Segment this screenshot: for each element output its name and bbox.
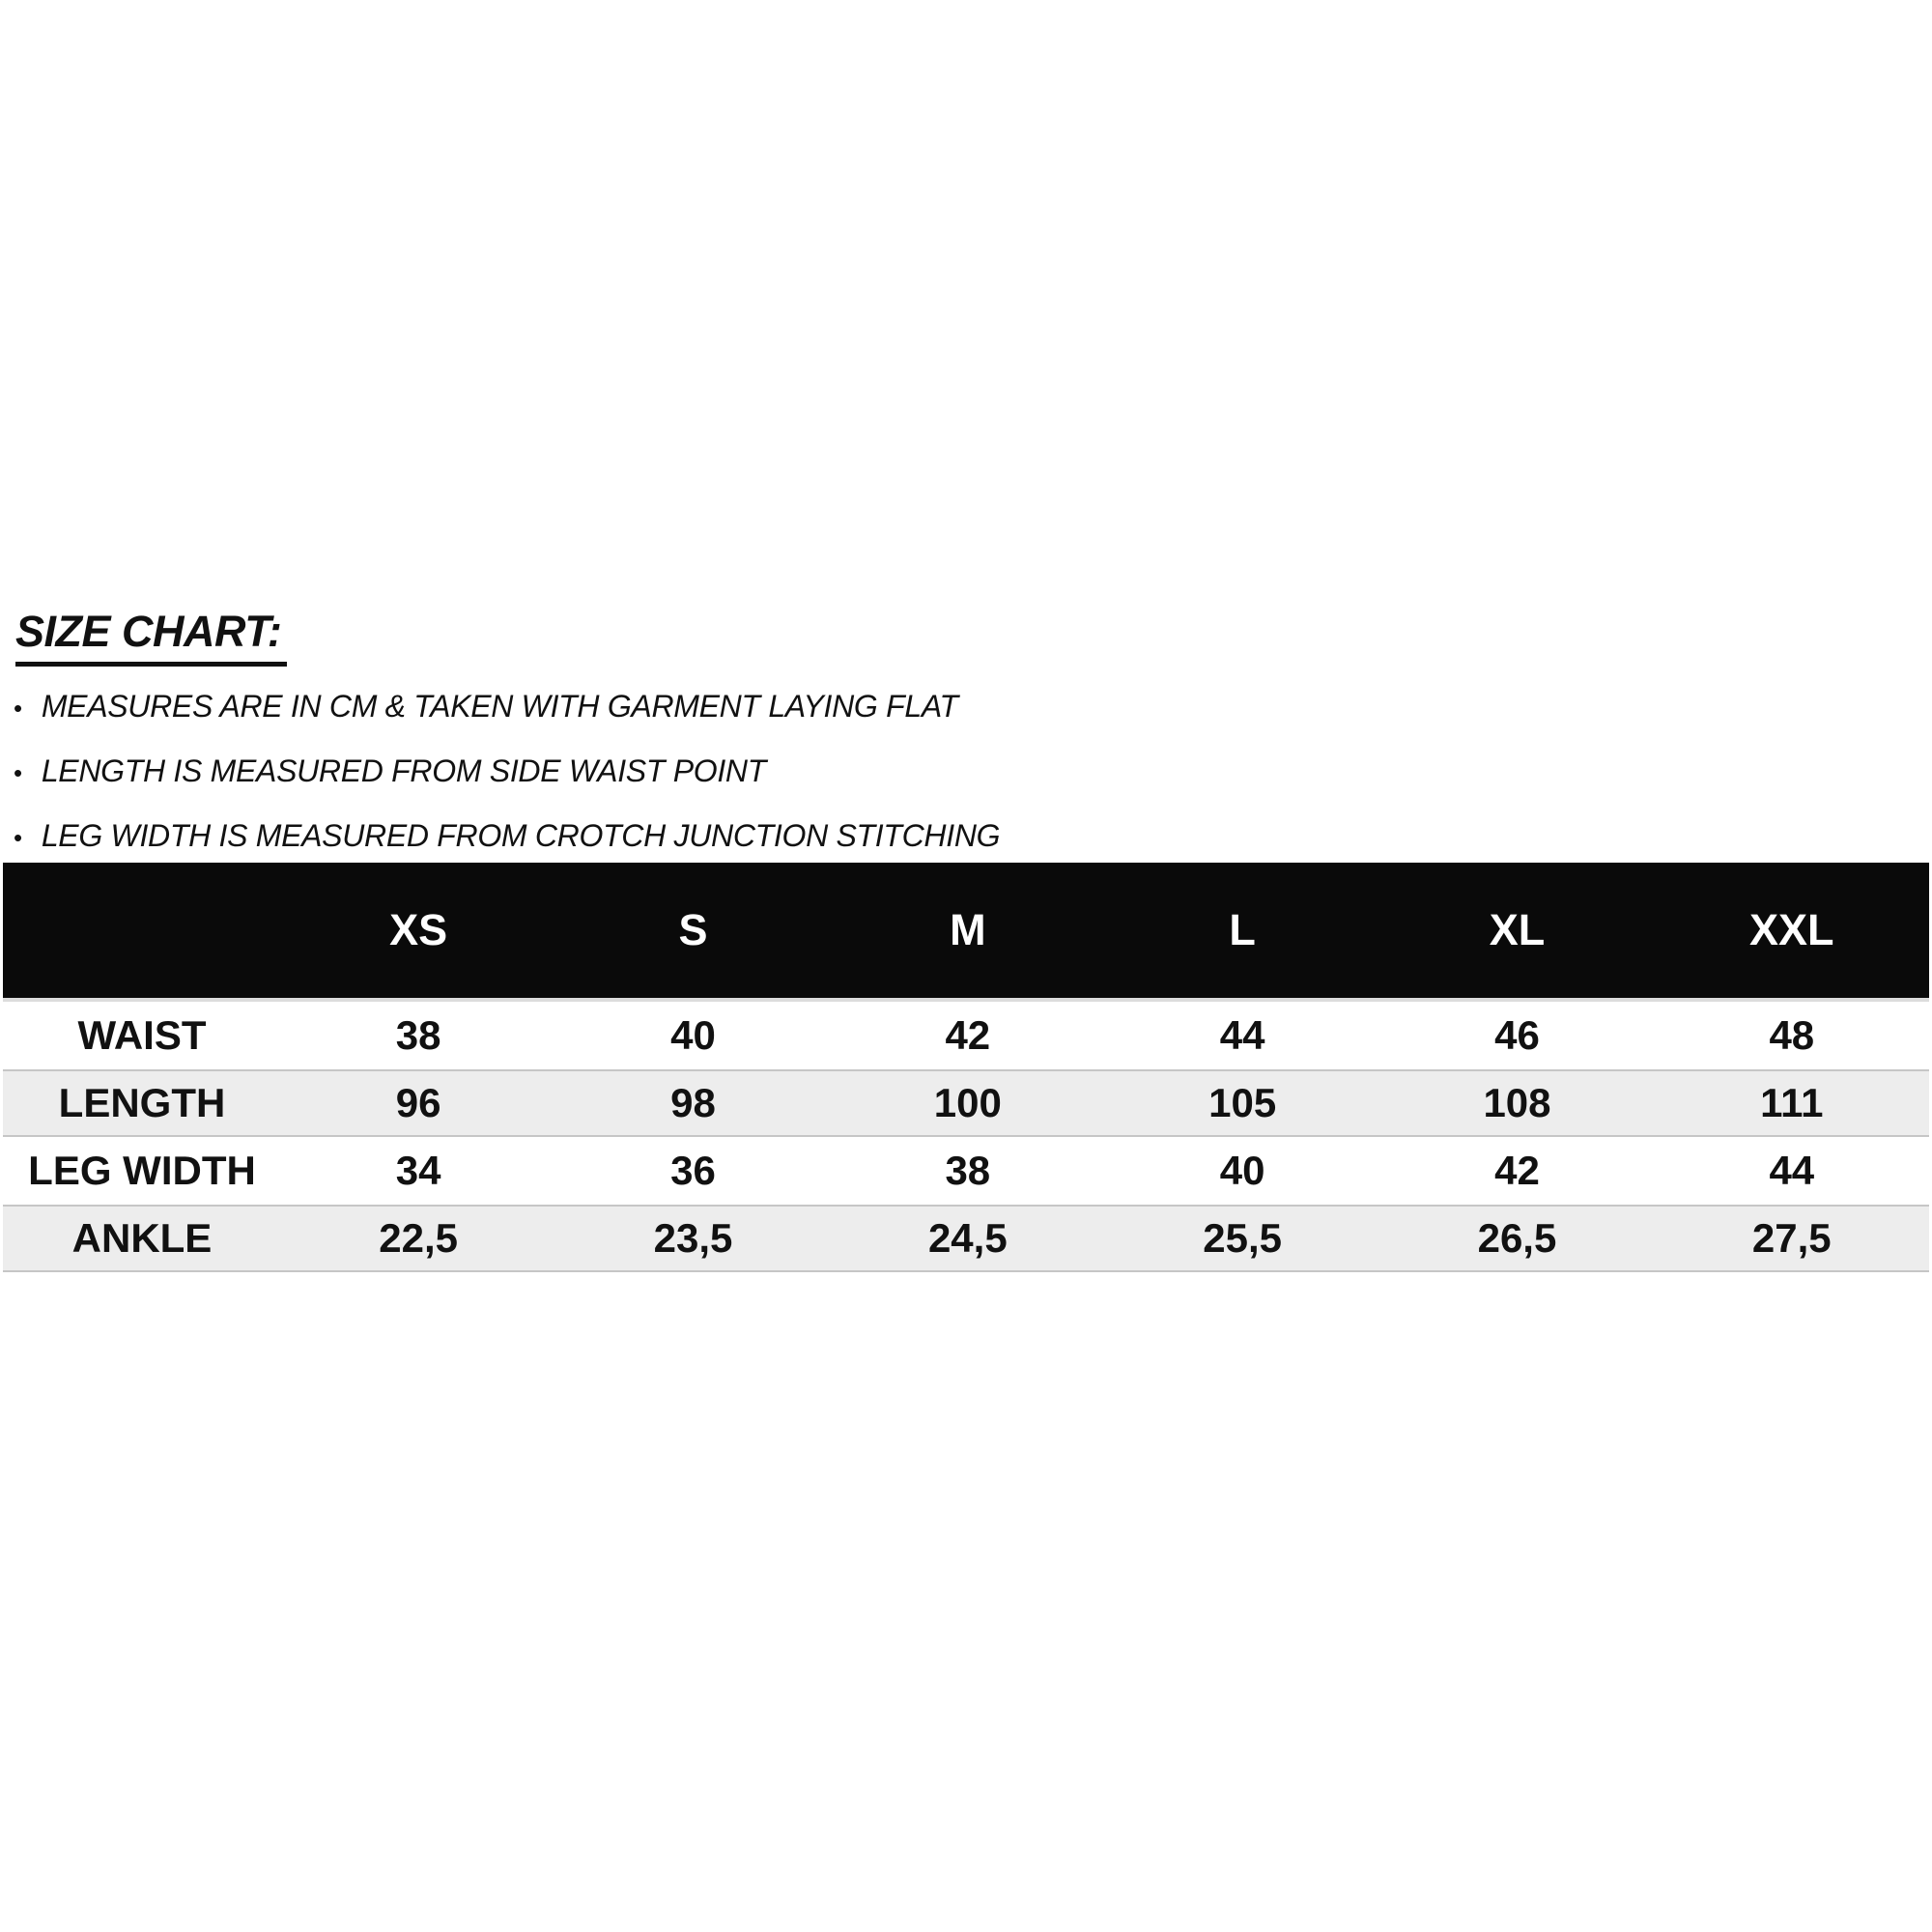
page-title: SIZE CHART: <box>15 607 287 667</box>
cell-value: 27,5 <box>1751 1215 1832 1261</box>
cell-value: 111 <box>1760 1080 1824 1125</box>
cell-value: 26,5 <box>1477 1215 1557 1261</box>
cell-value: 105 <box>1208 1080 1277 1125</box>
note-text: MEASURES ARE IN CM & TAKEN WITH GARMENT LAYING FLAT <box>41 689 958 724</box>
note-item <box>14 804 1000 868</box>
table-row <box>3 1137 1929 1205</box>
cell-value: 108 <box>1483 1080 1551 1125</box>
column-header: XXL <box>1749 905 1834 954</box>
column-header: S <box>678 905 708 954</box>
cell-value: 98 <box>670 1080 716 1125</box>
row-label: WAIST <box>77 1012 207 1058</box>
note-item <box>14 739 1000 804</box>
bullet-icon: • <box>14 823 22 852</box>
table-row <box>3 1002 1929 1069</box>
cell-value: 34 <box>395 1148 441 1193</box>
cell-value: 40 <box>670 1012 716 1058</box>
row-label: LENGTH <box>58 1080 226 1125</box>
cell-value: 96 <box>395 1080 441 1125</box>
cell-value: 25,5 <box>1203 1215 1283 1261</box>
size-chart-table <box>3 863 1929 1272</box>
cell-value: 24,5 <box>927 1215 1008 1261</box>
column-header: XL <box>1489 905 1546 954</box>
cell-value: 40 <box>1219 1148 1265 1193</box>
cell-value: 22,5 <box>379 1215 459 1261</box>
column-header: XS <box>389 905 448 954</box>
cell-value: 42 <box>945 1012 991 1058</box>
cell-value: 42 <box>1494 1148 1540 1193</box>
table-row <box>3 1205 1929 1272</box>
cell-value: 23,5 <box>653 1215 733 1261</box>
note-text: LENGTH IS MEASURED FROM SIDE WAIST POINT <box>41 753 766 788</box>
cell-value: 36 <box>670 1148 716 1193</box>
cell-value: 46 <box>1494 1012 1540 1058</box>
note-item <box>14 674 1000 739</box>
column-header: M <box>950 905 986 954</box>
cell-value: 44 <box>1219 1012 1265 1058</box>
cell-value: 44 <box>1769 1148 1815 1193</box>
table-row <box>3 1069 1929 1137</box>
column-header: L <box>1229 905 1256 954</box>
bullet-icon: • <box>14 758 22 787</box>
cell-value: 38 <box>945 1148 991 1193</box>
row-label: ANKLE <box>71 1215 213 1261</box>
row-label: LEG WIDTH <box>28 1148 256 1193</box>
cell-value: 100 <box>933 1080 1002 1125</box>
notes-list <box>14 674 1000 868</box>
bullet-icon: • <box>14 694 22 723</box>
cell-value: 48 <box>1769 1012 1815 1058</box>
cell-value: 38 <box>395 1012 441 1058</box>
table-header-row <box>3 863 1929 1002</box>
note-text: LEG WIDTH IS MEASURED FROM CROTCH JUNCTION STITCHING <box>41 818 1001 853</box>
